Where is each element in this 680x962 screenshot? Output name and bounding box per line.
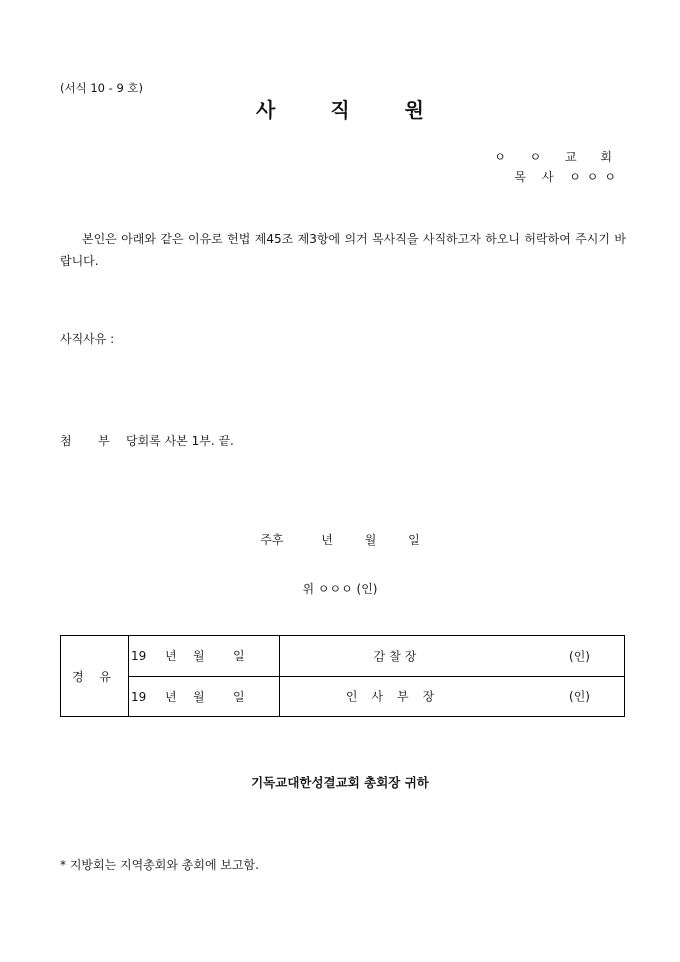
document-title: 사 직 원 [256,98,448,122]
signature-line: 위 ㅇㅇㅇ (인) [302,582,378,596]
date-month: 월 [193,649,205,664]
addressee: 기독교대한성결교회 총회장 귀하 [251,775,429,790]
routing-date [129,636,280,677]
form-number: (서식 10 - 9 호) [60,81,144,95]
routing-role: 감찰장 [373,649,421,664]
date-year-prefix: 19 [131,649,147,664]
routing-role-cell [280,676,625,717]
attachment-label-2: 부 [98,434,110,448]
routing-header: 경 유 [61,636,129,717]
church-name: ㅇ ㅇ 교 회 [494,150,622,164]
pastor-name: 목 사 ㅇㅇㅇ [514,170,622,184]
date-month: 월 [193,689,205,704]
resignation-reason-label: 사직사유 : [60,332,115,346]
routing-date [129,676,280,717]
footnote: * 지방회는 지역총회와 총회에 보고함. [60,858,259,872]
date-day: 일 [233,649,245,664]
date-era: 주후 [260,533,284,547]
date-year: 년 [165,689,177,704]
date-year: 년 [165,649,177,664]
routing-role: 인사부장 [345,689,449,704]
date-day: 일 [408,533,420,547]
attachment-line [60,432,234,449]
date-year: 년 [321,533,333,547]
date-year-prefix: 19 [131,689,147,704]
routing-row [61,636,625,677]
attachment-text: 당회록 사본 1부. 끝. [126,434,234,448]
date-month: 월 [364,533,377,547]
routing-role-cell [280,636,625,677]
resignation-statement: 본인은 아래와 같은 이유로 헌법 제45조 제3항에 의거 목사직을 사직하고자 하오니 허락하여 주시기 바랍니다. [60,232,626,268]
routing-table [60,635,625,717]
date-line [0,531,680,548]
seal-mark: (인) [569,689,590,704]
attachment-label-1: 첨 [60,434,72,448]
seal-mark: (인) [569,649,590,664]
routing-row [61,676,625,717]
date-day: 일 [233,689,245,704]
